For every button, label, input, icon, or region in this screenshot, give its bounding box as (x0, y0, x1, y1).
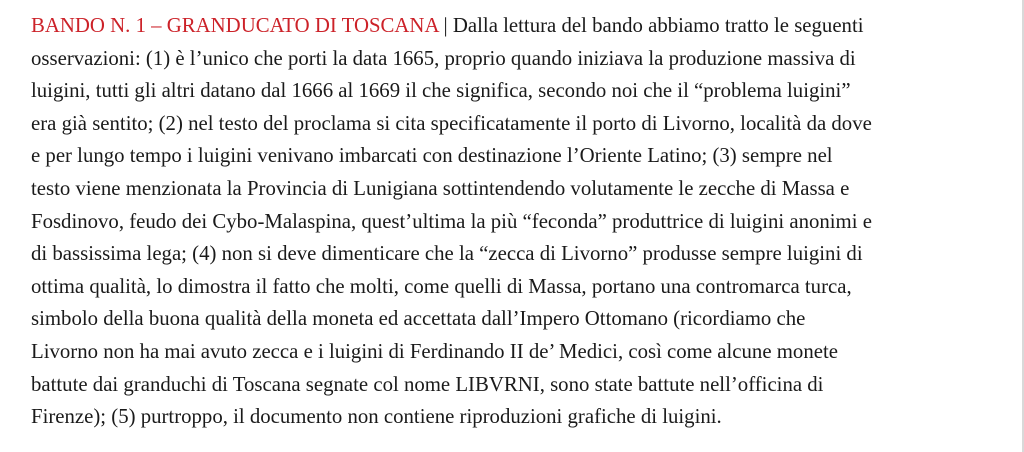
line-text: Dalla lettura del bando abbiamo tratto le seguenti (452, 14, 864, 37)
paragraph-line-3: luigini, tutti gli altri datano dal 1666 al 1669 il che significa, secondo noi che il “problema luigini” (31, 79, 851, 103)
paragraph-line-9: ottima qualità, lo dimostra il fatto che molti, come quelli di Massa, portano una contromarca turca, (31, 274, 852, 298)
body-paragraph (31, 10, 1016, 434)
paragraph-line-10: simbolo della buona qualità della moneta ed accettata dall’Impero Ottomano (ricordiamo che (31, 307, 806, 331)
paragraph-line-13: Firenze); (5) purtroppo, il documento non contiene riproduzioni grafiche di luigini. (31, 405, 722, 429)
paragraph-line-5: e per lungo tempo i luigini venivano imbarcati con destinazione l’Oriente Latino; (3) sempre nel (31, 144, 833, 168)
section-heading: BANDO N. 1 – GRANDUCATO DI TOSCANA (31, 14, 439, 37)
paragraph-line-7: Fosdinovo, feudo dei Cybo-Malaspina, quest’ultima la più “feconda” produttrice di luigini anonimi e (31, 209, 872, 233)
paragraph-line-11: Livorno non ha mai avuto zecca e i luigini di Ferdinando II de’ Medici, così come alcune monete (31, 339, 838, 363)
paragraph-line-2: osservazioni: (1) è l’unico che porti la data 1665, proprio quando iniziava la produzione massiva di (31, 46, 856, 70)
paragraph-line-4: era già sentito; (2) nel testo del proclama si cita specificatamente il porto di Livorno, località da dove (31, 111, 872, 135)
paragraph-line-8: di bassissima lega; (4) non si deve dimenticare che la “zecca di Livorno” produsse sempre luigini di (31, 242, 863, 266)
paragraph-line-12: battute dai granduchi di Toscana segnate col nome LIBVRNI, sono state battute nell’officina di (31, 372, 824, 396)
paragraph-line-1 (31, 10, 1016, 43)
paragraph-line-6: testo viene menzionata la Provincia di Lunigiana sottintendendo volutamente le zecche di Massa e (31, 176, 850, 200)
heading-separator: | (443, 14, 448, 37)
